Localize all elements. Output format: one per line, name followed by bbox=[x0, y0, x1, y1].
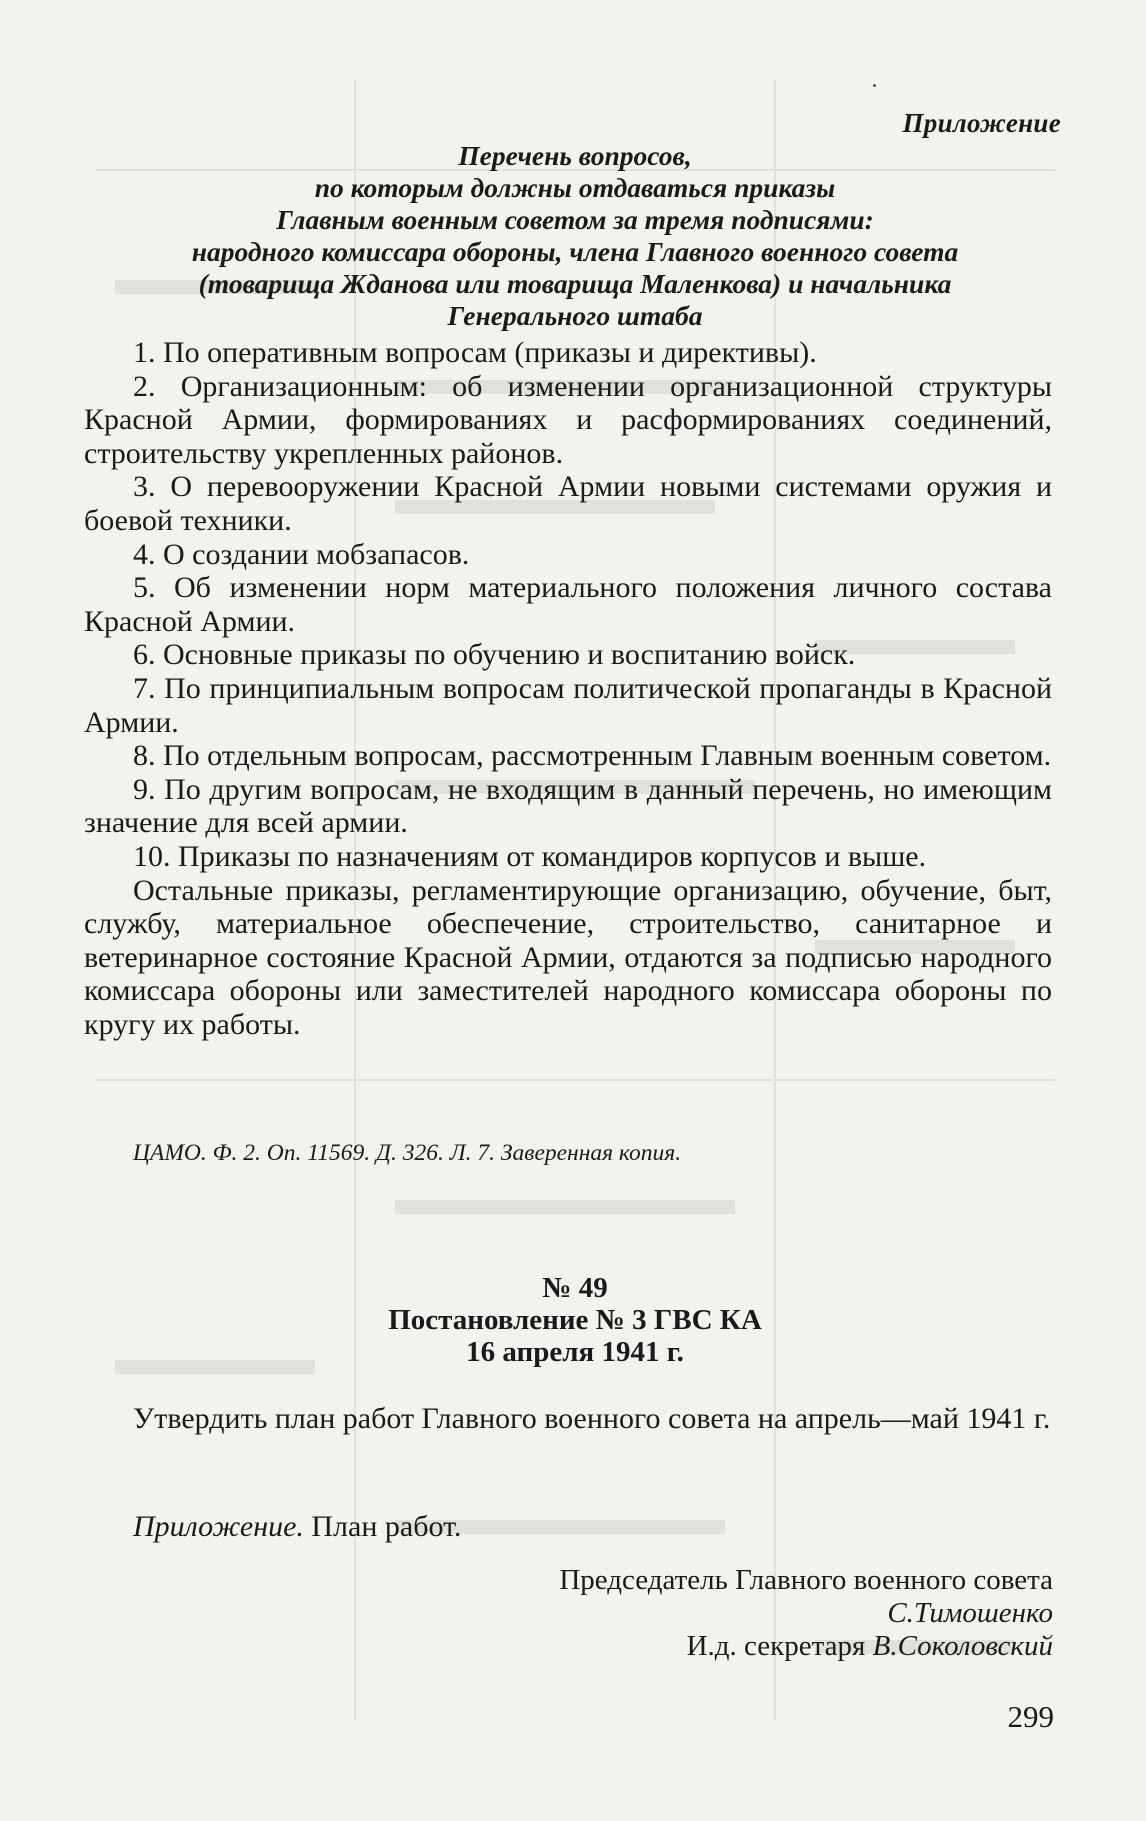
decree-body bbox=[84, 1401, 1052, 1436]
signature-block bbox=[559, 1564, 1053, 1663]
list-heading bbox=[80, 140, 1070, 332]
heading-line: Перечень вопросов, bbox=[458, 140, 692, 171]
secretary-title: И.д. секретаря bbox=[686, 1630, 873, 1662]
list-item: 7. По принципиальным вопросам политической пропаганды в Красной Армии. bbox=[84, 671, 1052, 739]
heading-line: (товарища Жданова или товарища Маленкова) и начальника bbox=[198, 268, 952, 299]
attachment-line bbox=[133, 1510, 461, 1544]
attachment-label: Приложение. bbox=[133, 1510, 304, 1543]
document-header bbox=[80, 1272, 1070, 1368]
document-title: Постановление № 3 ГВС КА bbox=[388, 1304, 762, 1336]
question-list bbox=[84, 336, 1052, 1041]
attachment-text: План работ. bbox=[303, 1510, 462, 1543]
ink-speck bbox=[873, 84, 876, 87]
decree-paragraph: Утвердить план работ Главного военного совета на апрель—май 1941 г. bbox=[133, 1402, 1051, 1435]
list-item: 9. По другим вопросам, не входящим в данный перечень, но имеющим значение для всей армии. bbox=[84, 772, 1052, 840]
page-number: 299 bbox=[1007, 1699, 1054, 1734]
chair-title: Председатель Главного военного совета bbox=[559, 1564, 1053, 1596]
heading-line: народного комиссара обороны, члена Главного военного совета bbox=[191, 236, 959, 267]
list-item: 8. По отдельным вопросам, рассмотренным Главным военным советом. bbox=[133, 739, 1052, 773]
list-item: 4. О создании мобзапасов. bbox=[133, 537, 470, 571]
list-item: 10. Приказы по назначениям от командиров корпусов и выше. bbox=[133, 839, 927, 873]
secretary-name: В.Соколовский bbox=[872, 1630, 1053, 1662]
appendix-label: Приложение bbox=[902, 108, 1061, 138]
heading-line: по которым должны отдаваться приказы bbox=[314, 172, 836, 203]
document-date: 16 апреля 1941 г. bbox=[466, 1336, 684, 1368]
list-item: 2. Организационным: об изменении организационной структуры Красной Армии, формированиях и расформированиях соединений, строительству укрепленных районов. bbox=[84, 369, 1052, 470]
document-number: № 49 bbox=[542, 1272, 608, 1304]
list-item: 6. Основные приказы по обучению и воспитанию войск. bbox=[133, 638, 856, 672]
list-item: 1. По оперативным вопросам (приказы и директивы). bbox=[133, 336, 817, 369]
closing-paragraph: Остальные приказы, регламентирующие организацию, обучение, быт, службу, материальное обеспечение, строительство, санитарное и ветеринарное состояние Красной Армии, отдаются за подписью народного комиссара обороны или заместителей народного комиссара обороны по кругу их работы. bbox=[84, 873, 1052, 1041]
heading-line: Главным военным советом за тремя подписями: bbox=[276, 204, 874, 235]
heading-line: Генерального штаба bbox=[447, 300, 703, 331]
list-item: 3. О перевооружении Красной Армии новыми системами оружия и боевой техники. bbox=[84, 470, 1052, 537]
secretary-line bbox=[559, 1630, 1053, 1663]
chair-name: С.Тимошенко bbox=[887, 1597, 1053, 1629]
list-item: 5. Об изменении норм материального положения личного состава Красной Армии. bbox=[84, 571, 1052, 638]
archive-source-note: ЦАМО. Ф. 2. Оп. 11569. Д. 326. Л. 7. Заверенная копия. bbox=[133, 1140, 682, 1166]
